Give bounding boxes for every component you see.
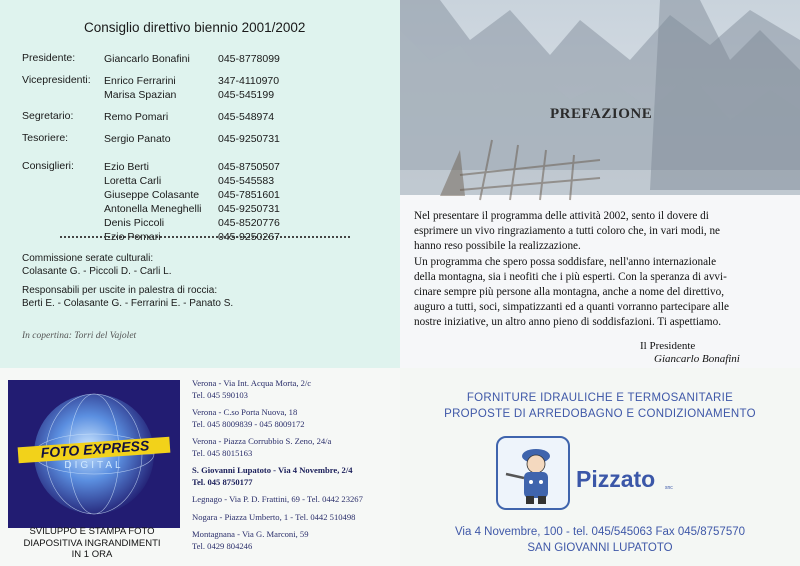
store-address bbox=[192, 436, 397, 459]
address-phone: Tel. 0429 804246 bbox=[192, 540, 253, 551]
foto-express-logo bbox=[8, 380, 180, 528]
person-name: Marisa Spazian bbox=[104, 89, 177, 101]
address-line: Legnago - Via P. D. Frattini, 69 - Tel. 0442 23267 bbox=[192, 494, 363, 504]
person-phone: 045-545583 bbox=[218, 175, 275, 187]
foto-express-ad bbox=[0, 368, 400, 566]
preface-line: Un programma che spero possa soddisfare, nell'anno internazionale bbox=[414, 255, 717, 268]
commission-block bbox=[22, 252, 372, 316]
person-phone: 045-7851601 bbox=[218, 189, 280, 201]
address-line: Verona - Piazza Corrubbio S. Zeno, 24/a bbox=[192, 436, 332, 446]
role-label: Consiglieri: bbox=[22, 160, 74, 172]
preface-line: Nel presentare il programma delle attività 2002, sento il dovere di bbox=[414, 210, 709, 222]
address-phone: Tel. 045 8750177 bbox=[192, 476, 253, 487]
role-label: Presidente: bbox=[22, 52, 76, 64]
person-name: Giuseppe Colasante bbox=[104, 189, 200, 201]
person bbox=[104, 188, 280, 202]
person-name: Sergio Panato bbox=[104, 133, 171, 145]
foto-caption bbox=[4, 526, 180, 561]
caption-line: IN 1 ORA bbox=[71, 549, 113, 560]
address-phone: Tel. 045 8009839 - 045 8009172 bbox=[192, 418, 305, 429]
gym-names: Berti E. - Colasante G. - Ferrarini E. - Panato S. bbox=[22, 298, 234, 309]
person-phone: 045-8520776 bbox=[218, 217, 280, 229]
person-phone: 045-8750507 bbox=[218, 161, 280, 173]
council-panel bbox=[0, 0, 400, 368]
signature-title: Il Presidente bbox=[640, 340, 696, 352]
pizzato-city: SAN GIOVANNI LUPATOTO bbox=[527, 542, 673, 554]
person-phone: 045-9250731 bbox=[218, 203, 280, 215]
foto-logo-sub: DIGITAL bbox=[64, 460, 124, 471]
person bbox=[104, 174, 280, 188]
plumber-mascot-icon bbox=[496, 436, 570, 510]
dotted-divider bbox=[60, 236, 350, 238]
preface-line: della montagna, sia i neofiti che i più esperti. Con la speranza di avvi- bbox=[414, 270, 727, 283]
person bbox=[104, 216, 280, 230]
person bbox=[104, 52, 280, 66]
store-address bbox=[192, 407, 397, 430]
address-phone: Tel. 045 590103 bbox=[192, 389, 248, 400]
cover-note: In copertina: Torri del Vajolet bbox=[22, 331, 137, 341]
preface-title: PREFAZIONE bbox=[550, 106, 653, 122]
person-phone: 045-545199 bbox=[218, 89, 275, 101]
role-group bbox=[22, 160, 280, 244]
person bbox=[104, 202, 280, 216]
commission-gym bbox=[22, 284, 372, 310]
person-phone: 347-4110970 bbox=[218, 75, 280, 87]
store-address bbox=[192, 494, 397, 506]
pizzato-ad bbox=[400, 368, 800, 566]
signature-name: Giancarlo Bonafini bbox=[654, 353, 740, 365]
role-group bbox=[22, 52, 280, 66]
address-line: S. Giovanni Lupatoto - Via 4 Novembre, 2/4 bbox=[192, 465, 353, 475]
person-phone: 045-548974 bbox=[218, 111, 275, 123]
person bbox=[104, 132, 280, 146]
role-people bbox=[104, 132, 280, 146]
store-address-highlight bbox=[192, 465, 397, 488]
council-roles bbox=[22, 52, 280, 252]
pizzato-tagline-2: PROPOSTE DI ARREDOBAGNO E CONDIZIONAMENTO bbox=[444, 408, 756, 420]
role-people bbox=[104, 52, 280, 66]
role-group bbox=[22, 74, 280, 102]
store-address bbox=[192, 529, 397, 552]
caption-line: DIAPOSITIVA INGRANDIMENTI bbox=[23, 537, 161, 549]
role-group bbox=[22, 132, 280, 146]
pizzato-suffix: snc bbox=[665, 485, 673, 491]
person-phone: 045-9250731 bbox=[218, 133, 280, 145]
preface-line: cinare sempre più persone alla montagna, anche a nome del direttivo, bbox=[414, 286, 725, 299]
commission-names: Colasante G. - Piccoli D. - Carli L. bbox=[22, 266, 172, 277]
gym-label: Responsabili per uscite in palestra di roccia: bbox=[22, 285, 218, 296]
person-phone: 045-8778099 bbox=[218, 53, 280, 65]
person-name: Enrico Ferrarini bbox=[104, 75, 176, 87]
preface-text bbox=[414, 209, 792, 331]
person bbox=[104, 74, 279, 88]
person-name: Ezio Berti bbox=[104, 161, 149, 173]
person-name: Denis Piccoli bbox=[104, 217, 165, 229]
address-line: Nogara - Piazza Umberto, 1 - Tel. 0442 510498 bbox=[192, 511, 356, 522]
address-phone: Tel. 045 8015163 bbox=[192, 447, 253, 458]
address-line: Verona - Via Int. Acqua Morta, 2/c bbox=[192, 378, 312, 388]
commission-label: Commissione serate culturali: bbox=[22, 253, 154, 264]
role-group bbox=[22, 110, 280, 124]
caption-line: SVILUPPO E STAMPA FOTO bbox=[29, 526, 155, 537]
person bbox=[104, 88, 279, 102]
pizzato-address: Via 4 Novembre, 100 - tel. 045/545063 Fax 045/8757570 bbox=[454, 526, 746, 538]
role-label: Segretario: bbox=[22, 110, 74, 122]
person bbox=[104, 160, 280, 174]
store-address-list bbox=[192, 378, 397, 558]
pizzato-brand-name: Pizzato bbox=[576, 466, 656, 492]
preface-panel bbox=[400, 0, 800, 368]
person-name: Ezio Pomari bbox=[104, 231, 161, 243]
role-people bbox=[104, 110, 274, 124]
person-name: Antonella Meneghelli bbox=[104, 203, 202, 215]
person-name: Remo Pomari bbox=[104, 111, 169, 123]
store-address bbox=[192, 378, 397, 401]
council-title: Consiglio direttivo biennio 2001/2002 bbox=[84, 20, 306, 35]
preface-line: esprimere un vivo ringraziamento a tutti coloro che, in vari modi, ne bbox=[414, 225, 721, 238]
preface-line: auguro a tutti, soci, simpatizzanti ed a quanti vorranno partecipare alle bbox=[414, 301, 729, 314]
store-address bbox=[192, 512, 397, 524]
person-name: Giancarlo Bonafini bbox=[104, 53, 190, 65]
person bbox=[104, 110, 274, 124]
address-line: Verona - C.so Porta Nuova, 18 bbox=[192, 407, 298, 417]
person-phone: 045-9250267 bbox=[218, 231, 280, 243]
preface-line: nostre iniziative, un altro anno pieno di soddisfazioni. Ti aspettiamo. bbox=[414, 316, 721, 329]
person-name: Loretta Carli bbox=[104, 175, 162, 187]
address-line: Montagnana - Via G. Marconi, 59 bbox=[192, 529, 309, 539]
pizzato-tagline-1: FORNITURE IDRAULICHE E TERMOSANITARIE bbox=[466, 392, 734, 404]
preface-line: hanno reso possibile la realizzazione. bbox=[414, 240, 581, 253]
role-label: Tesoriere: bbox=[22, 132, 69, 144]
role-people bbox=[104, 160, 280, 244]
foto-logo-text: FOTO EXPRESS bbox=[40, 437, 150, 461]
commission-culture bbox=[22, 252, 372, 278]
role-label: Vicepresidenti: bbox=[22, 74, 91, 86]
role-people bbox=[104, 74, 279, 102]
